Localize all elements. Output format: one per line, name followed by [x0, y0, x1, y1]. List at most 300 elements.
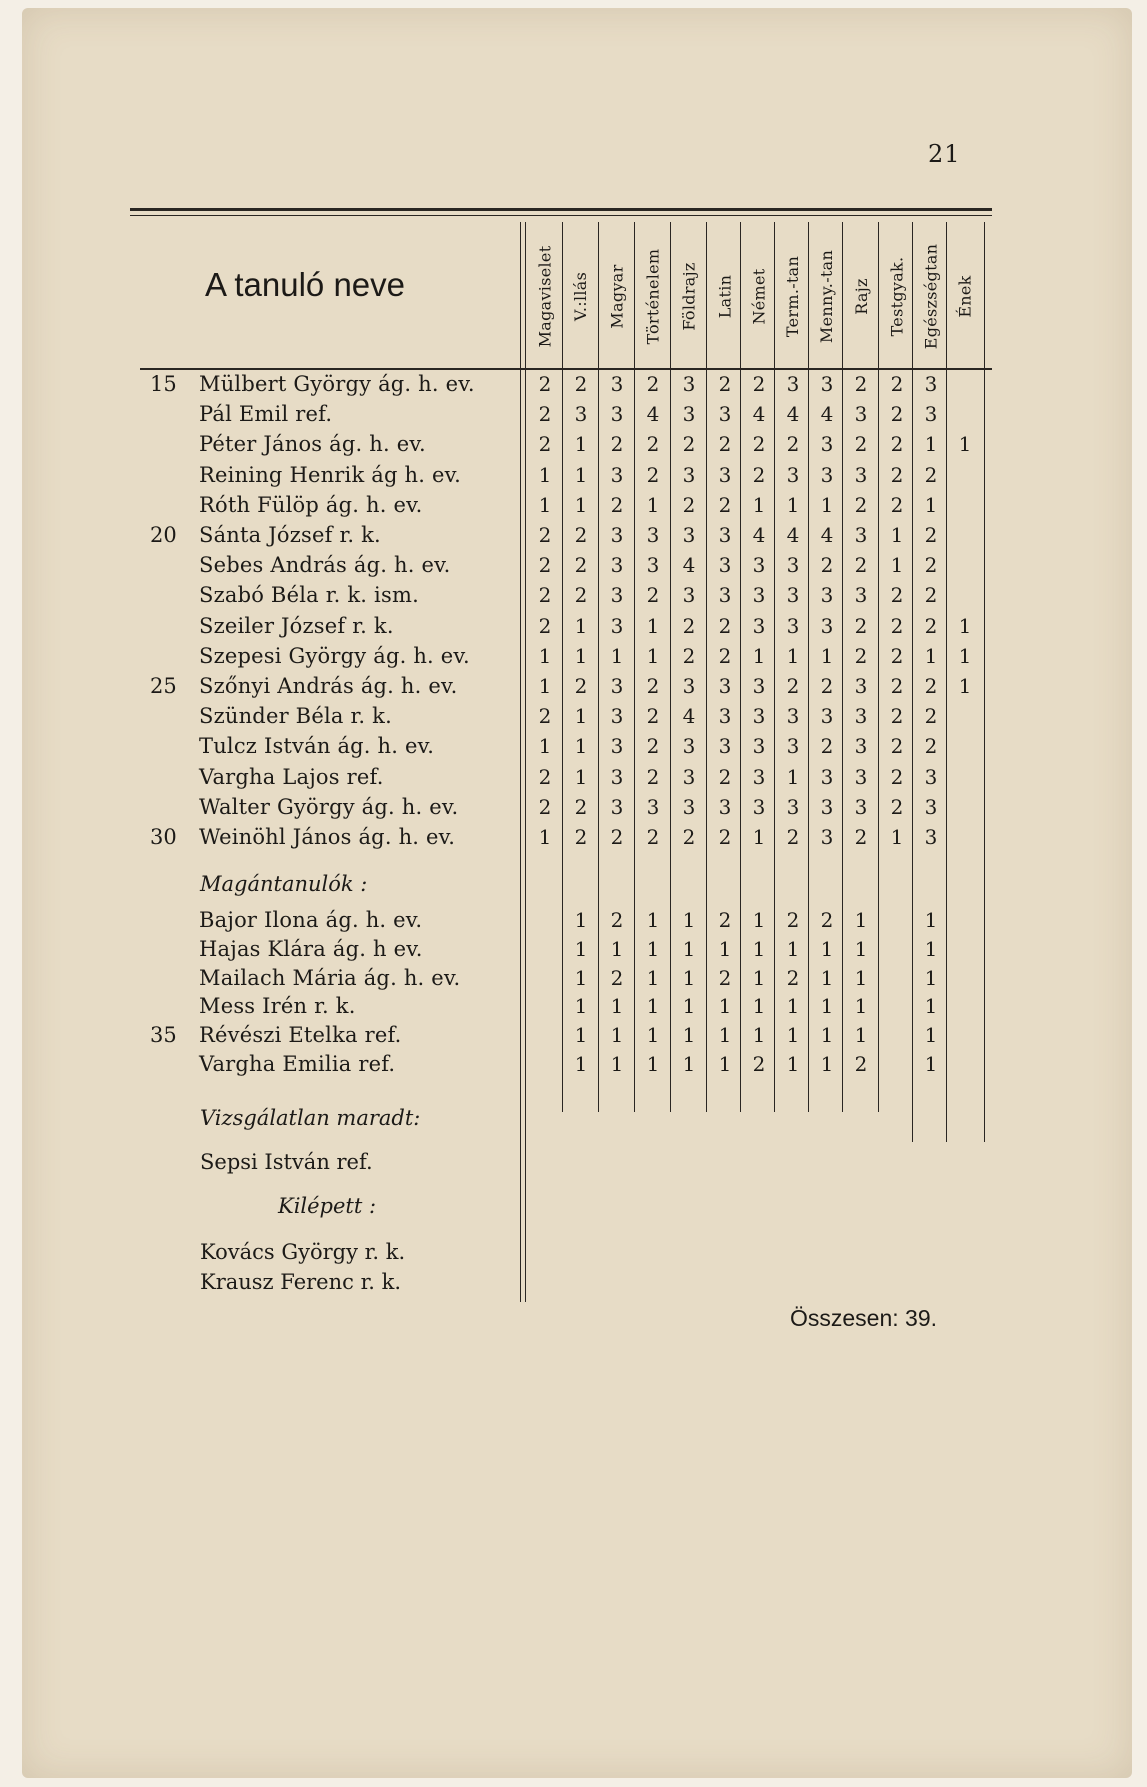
grade-cell: 1 [854, 937, 868, 961]
grade-cell: 1 [574, 644, 588, 668]
grade-cell: 1 [854, 1023, 868, 1047]
student-name: Révészi Etelka ref. [199, 1023, 402, 1047]
student-name: Róth Fülöp ág. h. ev. [199, 493, 423, 517]
subject-header [528, 228, 562, 364]
grade-cell: 2 [786, 825, 800, 849]
grade-cell: 3 [610, 765, 624, 789]
column-rule [634, 222, 635, 1112]
grade-cell: 2 [924, 674, 938, 698]
grade-cell: 2 [854, 614, 868, 638]
grade-cell: 2 [682, 825, 696, 849]
grade-cell: 3 [610, 704, 624, 728]
grade-cell: 2 [786, 966, 800, 990]
grade-cell: 3 [752, 795, 766, 819]
student-name: Szabó Béla r. k. ism. [199, 583, 419, 607]
column-rule [706, 222, 707, 1112]
grade-cell: 1 [924, 1023, 938, 1047]
grade-cell: 2 [718, 372, 732, 396]
grade-cell: 1 [646, 1052, 660, 1076]
grade-cell: 2 [820, 553, 834, 577]
private-students-heading: Magántanulók : [200, 872, 368, 896]
grade-cell: 2 [820, 908, 834, 932]
grade-cell: 3 [610, 795, 624, 819]
grade-cell: 3 [854, 463, 868, 487]
grade-cell: 2 [718, 644, 732, 668]
grade-cell: 3 [820, 463, 834, 487]
student-name: Vargha Lajos ref. [199, 765, 384, 789]
grade-cell: 1 [820, 493, 834, 517]
grade-cell: 1 [786, 644, 800, 668]
grade-cell: 2 [538, 553, 552, 577]
left-school-name: Krausz Ferenc r. k. [200, 1270, 402, 1294]
grade-cell: 3 [924, 372, 938, 396]
grade-cell: 1 [854, 994, 868, 1018]
subject-header [742, 228, 776, 364]
subject-header-label: Menny.-tan [817, 249, 837, 343]
grade-cell: 2 [924, 704, 938, 728]
grade-cell: 1 [646, 966, 660, 990]
grade-cell: 1 [786, 493, 800, 517]
grade-cell: 3 [752, 553, 766, 577]
grade-cell: 1 [958, 432, 972, 456]
grade-cell: 1 [574, 966, 588, 990]
grade-cell: 3 [718, 463, 732, 487]
row-number: 25 [150, 674, 177, 698]
student-name: Vargha Emilia ref. [199, 1052, 396, 1076]
name-column-header: A tanuló neve [205, 266, 405, 303]
grade-cell: 1 [924, 908, 938, 932]
subject-header [636, 228, 670, 364]
grade-cell: 2 [924, 614, 938, 638]
grade-cell: 2 [538, 614, 552, 638]
grade-cell: 1 [752, 908, 766, 932]
grade-cell: 4 [752, 523, 766, 547]
grade-cell: 1 [924, 493, 938, 517]
grade-cell: 1 [820, 1052, 834, 1076]
subject-header-label: Történelem [643, 248, 663, 344]
student-name: Weinöhl János ág. h. ev. [199, 825, 456, 849]
grade-cell: 1 [958, 614, 972, 638]
grade-cell: 2 [646, 372, 660, 396]
grade-cell: 1 [752, 825, 766, 849]
grade-cell: 1 [786, 1023, 800, 1047]
grade-cell: 3 [610, 372, 624, 396]
grade-cell: 3 [752, 765, 766, 789]
grade-cell: 3 [820, 372, 834, 396]
grade-cell: 3 [786, 463, 800, 487]
grade-cell: 1 [574, 1023, 588, 1047]
grade-cell: 2 [646, 432, 660, 456]
grade-cell: 2 [854, 432, 868, 456]
subject-header-label: Ének [955, 274, 975, 318]
grade-cell: 2 [610, 966, 624, 990]
grade-cell: 2 [646, 734, 660, 758]
grade-cell: 2 [820, 674, 834, 698]
grade-cell: 3 [718, 734, 732, 758]
grade-cell: 2 [646, 765, 660, 789]
grade-cell: 3 [718, 795, 732, 819]
grade-cell: 1 [574, 994, 588, 1018]
grade-cell: 3 [820, 704, 834, 728]
subject-header [914, 228, 948, 364]
grade-cell: 3 [924, 402, 938, 426]
grade-cell: 3 [854, 674, 868, 698]
grade-cell: 3 [854, 523, 868, 547]
grade-cell: 2 [646, 704, 660, 728]
grade-cell: 2 [610, 908, 624, 932]
grade-cell: 4 [786, 402, 800, 426]
grade-cell: 1 [786, 994, 800, 1018]
grade-cell: 1 [646, 937, 660, 961]
grade-cell: 3 [718, 523, 732, 547]
grade-cell: 2 [924, 463, 938, 487]
grade-cell: 3 [924, 825, 938, 849]
subject-header [564, 228, 598, 364]
subject-header-label: Magyar [607, 263, 627, 329]
grade-cell: 2 [890, 463, 904, 487]
grade-cell: 3 [682, 795, 696, 819]
subject-header [948, 228, 982, 364]
student-name: Szepesi György ág. h. ev. [199, 644, 470, 668]
grade-cell: 3 [820, 614, 834, 638]
grade-cell: 3 [610, 614, 624, 638]
grade-cell: 1 [890, 553, 904, 577]
column-rule [598, 222, 599, 1112]
grade-cell: 2 [538, 432, 552, 456]
grade-cell: 2 [538, 372, 552, 396]
grade-cell: 3 [682, 674, 696, 698]
grade-cell: 3 [682, 523, 696, 547]
grade-cell: 1 [820, 937, 834, 961]
grade-cell: 2 [752, 463, 766, 487]
grade-cell: 3 [682, 402, 696, 426]
grade-cell: 2 [682, 432, 696, 456]
grade-cell: 2 [574, 825, 588, 849]
grade-cell: 1 [682, 937, 696, 961]
grade-cell: 1 [682, 966, 696, 990]
grade-cell: 1 [574, 614, 588, 638]
grade-cell: 1 [574, 1052, 588, 1076]
grade-cell: 2 [890, 432, 904, 456]
subject-header-label: Rajz [851, 277, 871, 315]
not-examined-name: Sepsi István ref. [200, 1150, 373, 1174]
grade-cell: 2 [924, 734, 938, 758]
subject-header-label: Német [749, 267, 769, 325]
grade-cell: 3 [610, 553, 624, 577]
grade-cell: 2 [718, 614, 732, 638]
grade-cell: 1 [752, 644, 766, 668]
subject-header [810, 228, 844, 364]
grade-cell: 1 [820, 644, 834, 668]
grade-cell: 2 [786, 674, 800, 698]
grade-cell: 3 [682, 463, 696, 487]
grade-cell: 3 [786, 704, 800, 728]
grade-cell: 2 [890, 795, 904, 819]
grade-cell: 1 [924, 644, 938, 668]
grade-cell: 3 [786, 795, 800, 819]
grade-cell: 1 [752, 966, 766, 990]
grade-cell: 3 [610, 463, 624, 487]
not-examined-heading: Vizsgálatlan maradt: [200, 1106, 421, 1130]
column-rule [878, 222, 879, 1112]
grade-cell: 1 [574, 765, 588, 789]
subject-header [776, 228, 810, 364]
grade-cell: 3 [646, 523, 660, 547]
grade-cell: 2 [646, 825, 660, 849]
grade-cell: 3 [610, 583, 624, 607]
grade-cell: 1 [924, 937, 938, 961]
grade-cell: 2 [786, 432, 800, 456]
grade-cell: 2 [646, 463, 660, 487]
student-name: Tulcz István ág. h. ev. [199, 734, 435, 758]
grade-cell: 2 [786, 908, 800, 932]
subject-header-label: Egészségtan [921, 243, 941, 349]
grade-cell: 1 [610, 644, 624, 668]
grade-cell: 1 [682, 908, 696, 932]
grade-cell: 1 [646, 908, 660, 932]
student-name: Szünder Béla r. k. [199, 704, 392, 728]
grade-cell: 3 [610, 674, 624, 698]
student-name: Mülbert György ág. h. ev. [199, 372, 475, 396]
grade-cell: 2 [718, 765, 732, 789]
subject-header [880, 228, 914, 364]
student-name: Bajor Ilona ág. h. ev. [199, 908, 423, 932]
grade-cell: 3 [786, 583, 800, 607]
grade-cell: 1 [538, 674, 552, 698]
grade-cell: 1 [890, 523, 904, 547]
grade-cell: 1 [610, 994, 624, 1018]
grade-cell: 3 [752, 674, 766, 698]
grade-cell: 1 [646, 614, 660, 638]
grade-cell: 2 [538, 795, 552, 819]
header-bottom-rule [140, 368, 992, 370]
grade-cell: 1 [752, 493, 766, 517]
column-rule [562, 222, 563, 1112]
student-name: Hajas Klára ág. h ev. [199, 937, 423, 961]
grade-cell: 2 [890, 583, 904, 607]
grade-cell: 1 [610, 1023, 624, 1047]
grade-cell: 3 [682, 734, 696, 758]
grade-cell: 2 [890, 614, 904, 638]
grade-cell: 1 [786, 1052, 800, 1076]
grade-cell: 1 [924, 994, 938, 1018]
grade-cell: 2 [682, 614, 696, 638]
grade-cell: 1 [820, 966, 834, 990]
grade-cell: 1 [682, 994, 696, 1018]
grade-cell: 2 [752, 432, 766, 456]
subject-header [708, 228, 742, 364]
subject-header-label: Testgyak. [887, 256, 907, 336]
grade-cell: 1 [538, 644, 552, 668]
row-number: 30 [150, 825, 177, 849]
grade-cell: 2 [538, 704, 552, 728]
grade-cell: 2 [682, 644, 696, 668]
grade-cell: 2 [820, 734, 834, 758]
grade-cell: 3 [786, 372, 800, 396]
grade-cell: 1 [574, 908, 588, 932]
grade-cell: 2 [610, 825, 624, 849]
grade-cell: 1 [610, 937, 624, 961]
grade-cell: 3 [752, 734, 766, 758]
grade-cell: 2 [574, 553, 588, 577]
grade-cell: 3 [820, 825, 834, 849]
grade-cell: 1 [574, 493, 588, 517]
grade-cell: 1 [682, 1052, 696, 1076]
student-name: Pál Emil ref. [199, 402, 333, 426]
grade-cell: 1 [752, 937, 766, 961]
grade-cell: 2 [610, 493, 624, 517]
grade-cell: 2 [890, 674, 904, 698]
grade-cell: 1 [820, 994, 834, 1018]
grade-cell: 2 [752, 1052, 766, 1076]
grade-cell: 3 [820, 432, 834, 456]
grade-cell: 3 [682, 765, 696, 789]
grade-cell: 2 [890, 765, 904, 789]
grade-cell: 2 [574, 523, 588, 547]
grade-cell: 2 [890, 402, 904, 426]
grade-cell: 1 [924, 966, 938, 990]
grade-cell: 3 [786, 614, 800, 638]
student-name: Sebes András ág. h. ev. [199, 553, 451, 577]
student-name: Sánta József r. k. [199, 523, 381, 547]
subject-header-label: Term.-tan [783, 255, 803, 337]
grade-cell: 1 [786, 765, 800, 789]
column-rule [520, 222, 526, 1302]
student-name: Mess Irén r. k. [199, 994, 356, 1018]
grade-cell: 3 [786, 553, 800, 577]
grade-cell: 3 [752, 614, 766, 638]
grade-cell: 2 [538, 523, 552, 547]
subject-header [844, 228, 878, 364]
grade-cell: 3 [786, 734, 800, 758]
page-number: 21 [928, 140, 961, 168]
grade-cell: 3 [854, 734, 868, 758]
grade-cell: 2 [890, 734, 904, 758]
row-number: 35 [150, 1023, 177, 1047]
grade-cell: 1 [646, 644, 660, 668]
grade-cell: 3 [924, 795, 938, 819]
student-name: Mailach Mária ág. h. ev. [199, 966, 461, 990]
grade-cell: 3 [820, 795, 834, 819]
grade-cell: 1 [538, 463, 552, 487]
grade-cell: 2 [574, 583, 588, 607]
grade-cell: 2 [574, 674, 588, 698]
grade-cell: 4 [646, 402, 660, 426]
grade-cell: 2 [854, 493, 868, 517]
total-count: Összesen: 39. [790, 1305, 938, 1331]
grade-cell: 2 [924, 553, 938, 577]
grade-cell: 1 [718, 994, 732, 1018]
grade-cell: 2 [854, 825, 868, 849]
grade-cell: 3 [854, 765, 868, 789]
grade-cell: 2 [718, 493, 732, 517]
grade-cell: 2 [752, 372, 766, 396]
grade-cell: 3 [752, 583, 766, 607]
grade-cell: 1 [574, 704, 588, 728]
grade-cell: 1 [574, 937, 588, 961]
grade-cell: 2 [718, 432, 732, 456]
grade-cell: 3 [718, 553, 732, 577]
grade-cell: 2 [890, 493, 904, 517]
grade-cell: 2 [854, 644, 868, 668]
grade-cell: 2 [854, 553, 868, 577]
grade-cell: 1 [854, 966, 868, 990]
grade-cell: 1 [958, 644, 972, 668]
header-top-rule-thin [130, 215, 992, 216]
grade-cell: 1 [574, 432, 588, 456]
grade-cell: 4 [752, 402, 766, 426]
left-school-name: Kovács György r. k. [200, 1240, 406, 1264]
header-top-rule [130, 208, 992, 211]
grade-cell: 1 [924, 1052, 938, 1076]
grade-cell: 1 [538, 493, 552, 517]
grade-cell: 3 [718, 402, 732, 426]
grade-cell: 4 [820, 402, 834, 426]
grade-cell: 3 [682, 583, 696, 607]
row-number: 20 [150, 523, 177, 547]
grade-cell: 2 [646, 674, 660, 698]
subject-header-label: Magaviselet [535, 245, 555, 347]
subject-header [600, 228, 634, 364]
left-school-heading: Kilépett : [278, 1194, 377, 1218]
subject-header-label: Latin [715, 274, 735, 318]
grade-cell: 2 [682, 493, 696, 517]
student-name: Péter János ág. h. ev. [199, 432, 426, 456]
grade-cell: 2 [854, 1052, 868, 1076]
grade-cell: 4 [820, 523, 834, 547]
grade-cell: 3 [718, 704, 732, 728]
student-name: Walter György ág. h. ev. [199, 795, 459, 819]
grade-cell: 1 [786, 937, 800, 961]
grade-cell: 2 [646, 583, 660, 607]
grade-cell: 1 [538, 825, 552, 849]
grade-cell: 1 [890, 825, 904, 849]
grade-cell: 4 [682, 704, 696, 728]
student-name: Szőnyi András ág. h. ev. [199, 674, 458, 698]
grade-cell: 1 [574, 463, 588, 487]
grade-cell: 3 [854, 583, 868, 607]
grade-cell: 3 [646, 795, 660, 819]
grade-cell: 2 [538, 765, 552, 789]
grade-cell: 1 [718, 1023, 732, 1047]
grade-cell: 1 [718, 937, 732, 961]
grade-cell: 3 [574, 402, 588, 426]
grade-cell: 1 [646, 493, 660, 517]
grade-cell: 1 [718, 1052, 732, 1076]
grade-cell: 3 [718, 583, 732, 607]
grade-cell: 1 [752, 1023, 766, 1047]
grade-cell: 1 [646, 1023, 660, 1047]
grade-cell: 2 [538, 583, 552, 607]
subject-header-label: V.:llás [571, 271, 591, 321]
grade-cell: 2 [854, 372, 868, 396]
grade-cell: 1 [854, 908, 868, 932]
grade-cell: 1 [574, 734, 588, 758]
grade-cell: 3 [820, 583, 834, 607]
grade-cell: 3 [646, 553, 660, 577]
grade-cell: 3 [718, 674, 732, 698]
grade-cell: 3 [854, 795, 868, 819]
column-rule [670, 222, 671, 1112]
grade-cell: 3 [854, 704, 868, 728]
grade-cell: 1 [752, 994, 766, 1018]
row-number: 15 [150, 372, 177, 396]
grade-cell: 2 [890, 704, 904, 728]
grade-cell: 1 [958, 674, 972, 698]
student-name: Szeiler József r. k. [199, 614, 394, 638]
grade-cell: 3 [924, 765, 938, 789]
grade-cell: 2 [718, 966, 732, 990]
